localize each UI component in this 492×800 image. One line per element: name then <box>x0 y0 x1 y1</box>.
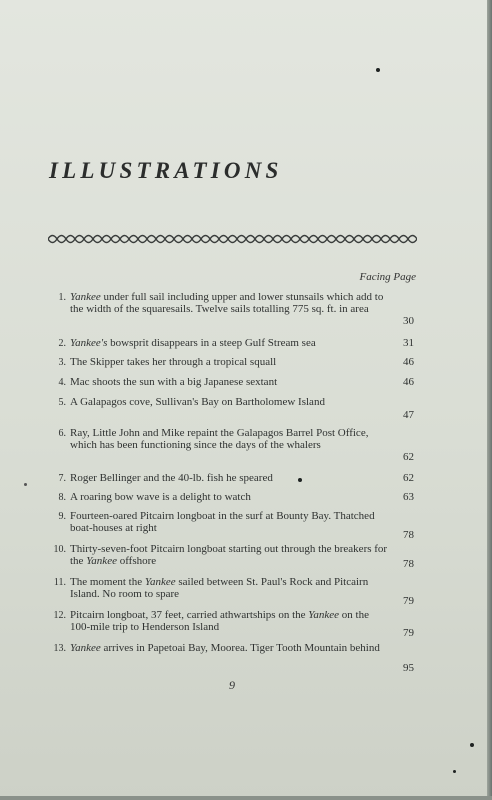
entry-caption <box>70 427 388 451</box>
caption-text: A roaring bow wave is a delight to watch <box>70 491 251 503</box>
caption-text: Mac shoots the sun with a big Japanese sextant <box>70 376 278 388</box>
caption-italic-text: Yankee <box>70 291 101 303</box>
entry-caption <box>70 510 388 534</box>
caption-italic-text: Yankee <box>144 576 176 588</box>
entry-page-number: 79 <box>403 627 414 639</box>
entry-caption <box>70 356 388 368</box>
facing-page-label: Facing Page <box>359 271 416 283</box>
entry-number: 6. <box>58 428 66 439</box>
entry-caption <box>70 337 388 349</box>
entry-number: 7. <box>58 473 66 484</box>
ink-speck <box>470 743 474 747</box>
caption-text: under full sail including upper and lower stunsails which add to the width of the squaresails. Twelve sails totalling 775 sq. ft. in area <box>70 291 384 315</box>
entry-page-number: 47 <box>403 409 414 421</box>
page-edge-shadow <box>487 0 492 800</box>
caption-text: Roger Bellinger and the 40-lb. fish he speared <box>70 472 273 484</box>
caption-italic-text: Yankee's <box>70 337 108 349</box>
entry-number: 4. <box>58 377 66 388</box>
entry-caption <box>70 396 388 408</box>
entry-page-number: 95 <box>403 662 414 674</box>
entry-caption <box>70 642 388 654</box>
caption-text: The Skipper takes her through a tropical squall <box>70 356 277 368</box>
ink-speck <box>453 770 456 773</box>
page-bottom-edge <box>0 796 492 800</box>
caption-text: arrives in Papetoai Bay, Moorea. Tiger Tooth Mountain behind <box>100 642 380 654</box>
entry-number: 9. <box>58 511 66 522</box>
entry-number: 2. <box>58 338 66 349</box>
entry-number: 13. <box>53 643 66 654</box>
entry-page-number: 46 <box>403 356 414 368</box>
entry-number: 11. <box>53 577 66 588</box>
entry-number: 12. <box>53 610 66 621</box>
entry-caption <box>70 491 388 503</box>
caption-text: on the 100-mile trip to Henderson Island <box>70 609 369 633</box>
entry-page-number: 62 <box>403 472 414 484</box>
caption-text: bowsprit disappears in a steep Gulf Stream sea <box>107 337 316 349</box>
caption-text: sailed between St. Paul's Rock and Pitcairn Island. No room to spare <box>70 576 369 600</box>
entry-number: 1. <box>58 292 66 303</box>
caption-italic-text: Yankee <box>86 555 117 567</box>
caption-text: Thirty-seven-foot Pitcairn longboat starting out through the breakers for the <box>70 543 388 567</box>
caption-text: A Galapagos cove, Sullivan's Bay on Bartholomew Island <box>70 396 325 408</box>
caption-italic-text: Yankee <box>70 642 101 654</box>
entry-page-number: 30 <box>403 315 414 327</box>
caption-italic-text: Yankee <box>308 609 340 621</box>
page-number: 9 <box>229 678 235 692</box>
entry-page-number: 78 <box>403 529 414 541</box>
entry-number: 5. <box>58 397 66 408</box>
page-title: ILLUSTRATIONS <box>49 158 283 183</box>
entry-caption <box>70 609 388 633</box>
caption-text: Fourteen-oared Pitcairn longboat in the surf at Bounty Bay. Thatched boat-houses at right <box>70 510 375 534</box>
caption-text: Pitcairn longboat, 37 feet, carried athwartships on the <box>70 609 309 621</box>
entry-page-number: 63 <box>403 491 414 503</box>
entry-page-number: 79 <box>403 595 414 607</box>
entry-page-number: 62 <box>403 451 414 463</box>
wave-ornament <box>48 229 417 249</box>
entry-page-number: 31 <box>403 337 414 349</box>
entry-page-number: 46 <box>403 376 414 388</box>
caption-text: offshore <box>116 555 157 567</box>
entry-caption <box>70 576 388 600</box>
entry-page-number: 78 <box>403 558 414 570</box>
caption-text: The moment the <box>70 576 145 588</box>
entry-caption <box>70 472 388 484</box>
ink-speck <box>376 68 380 72</box>
entry-number: 8. <box>58 492 66 503</box>
entry-caption <box>70 543 388 567</box>
entry-number: 3. <box>58 357 66 368</box>
caption-text: Ray, Little John and Mike repaint the Galapagos Barrel Post Office, which has been functioning since the days of the whalers <box>70 427 369 451</box>
entry-number: 10. <box>53 544 66 555</box>
entry-caption <box>70 291 388 315</box>
entry-caption <box>70 376 388 388</box>
ink-speck <box>24 483 27 486</box>
